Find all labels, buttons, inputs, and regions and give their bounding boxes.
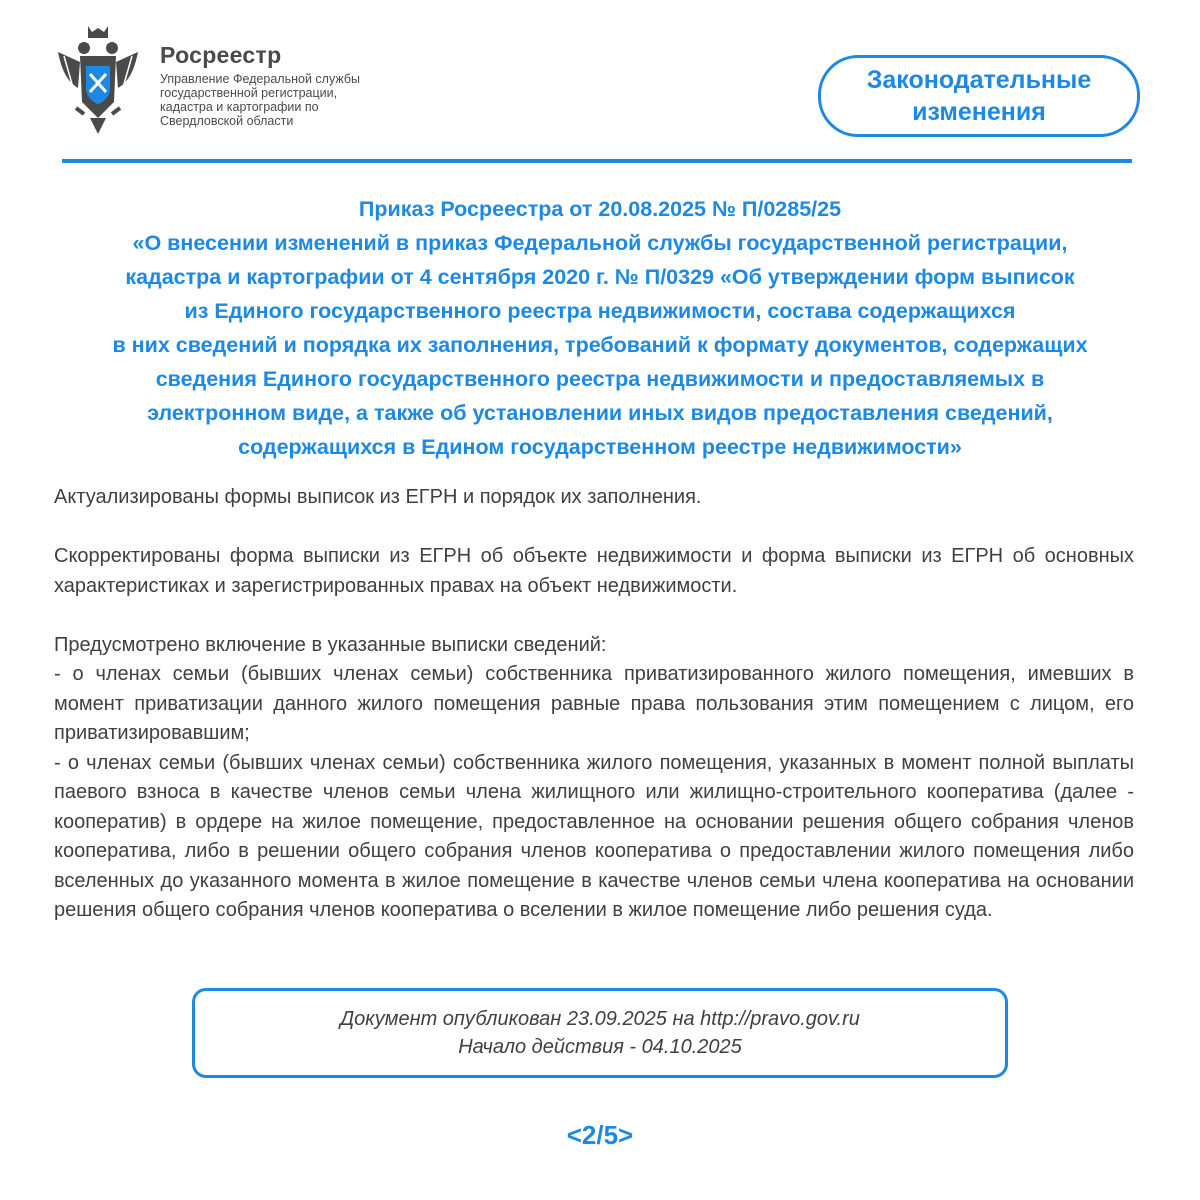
- title-line: «О внесении изменений в приказ Федеральной службы государственной регистрации,: [132, 231, 1068, 255]
- document-body: [54, 483, 1134, 926]
- header-divider: [62, 159, 1132, 163]
- publication-source: Документ опубликован 23.09.2025 на http://pravo.gov.ru: [340, 1008, 860, 1030]
- title-line: из Единого государственного реестра недвижимости, состава содержащихся: [184, 299, 1016, 323]
- organization-name: Росреестр: [160, 42, 282, 68]
- body-paragraph: Скорректированы форма выписки из ЕГРН об объекте недвижимости и форма выписки из ЕГРН об основных характеристиках и зарегистрированных правах на объект недвижимости.: [54, 545, 1134, 597]
- page-indicator: <2/5>: [566, 1120, 634, 1150]
- organization-subtitle: Управление Федеральной службы государственной регистрации, кадастра и картографии по Свердловской области: [160, 72, 360, 128]
- category-badge: [818, 55, 1140, 137]
- body-list-item: - о членах семьи (бывших членах семьи) собственника жилого помещения, указанных в момент полной выплаты паевого взноса в качестве членов семьи члена жилищного или жилищно-строительного кооператива (далее - кооператив) в ордере на жилое помещение, предоставленное на основании решения общего собрания членов кооператива, либо в решении общего собрания членов кооператива о предоставлении жилого помещения либо вселенных до указанного момента в жилое помещение в качестве членов семьи члена кооператива на основании решения общего собрания членов кооператива о вселении в жилое помещение либо решения суда.: [54, 751, 1134, 921]
- title-line: содержащихся в Едином государственном реестре недвижимости»: [238, 435, 962, 459]
- category-badge-line1: Законодательные: [866, 66, 1092, 94]
- body-paragraph: Предусмотрено включение в указанные выписки сведений:: [54, 633, 607, 656]
- title-line: сведения Единого государственного реестра недвижимости и предоставляемых в: [155, 367, 1045, 391]
- category-badge-line2: изменения: [912, 98, 1046, 126]
- title-line: электронном виде, а также об установлении иных видов предоставления сведений,: [147, 401, 1053, 425]
- effective-date: Начало действия - 04.10.2025: [458, 1036, 742, 1058]
- document-title: [20, 192, 1180, 464]
- body-list-item: - о членах семьи (бывших членах семьи) собственника приватизированного жилого помещения, имевших в момент приватизации данного жилого помещения равные права пользования этим помещением с лицом, его приватизировавшим;: [54, 663, 1134, 744]
- title-line: кадастра и картографии от 4 сентября 2020 г. № П/0329 «Об утверждении форм выписок: [125, 265, 1075, 289]
- rosreestr-emblem-icon: [50, 22, 146, 138]
- publication-info-box: [192, 988, 1008, 1078]
- title-line: в них сведений и порядка их заполнения, требований к формату документов, содержащих: [112, 333, 1088, 357]
- body-paragraph: Актуализированы формы выписок из ЕГРН и порядок их заполнения.: [54, 486, 702, 508]
- title-line: Приказ Росреестра от 20.08.2025 № П/0285/25: [358, 197, 842, 221]
